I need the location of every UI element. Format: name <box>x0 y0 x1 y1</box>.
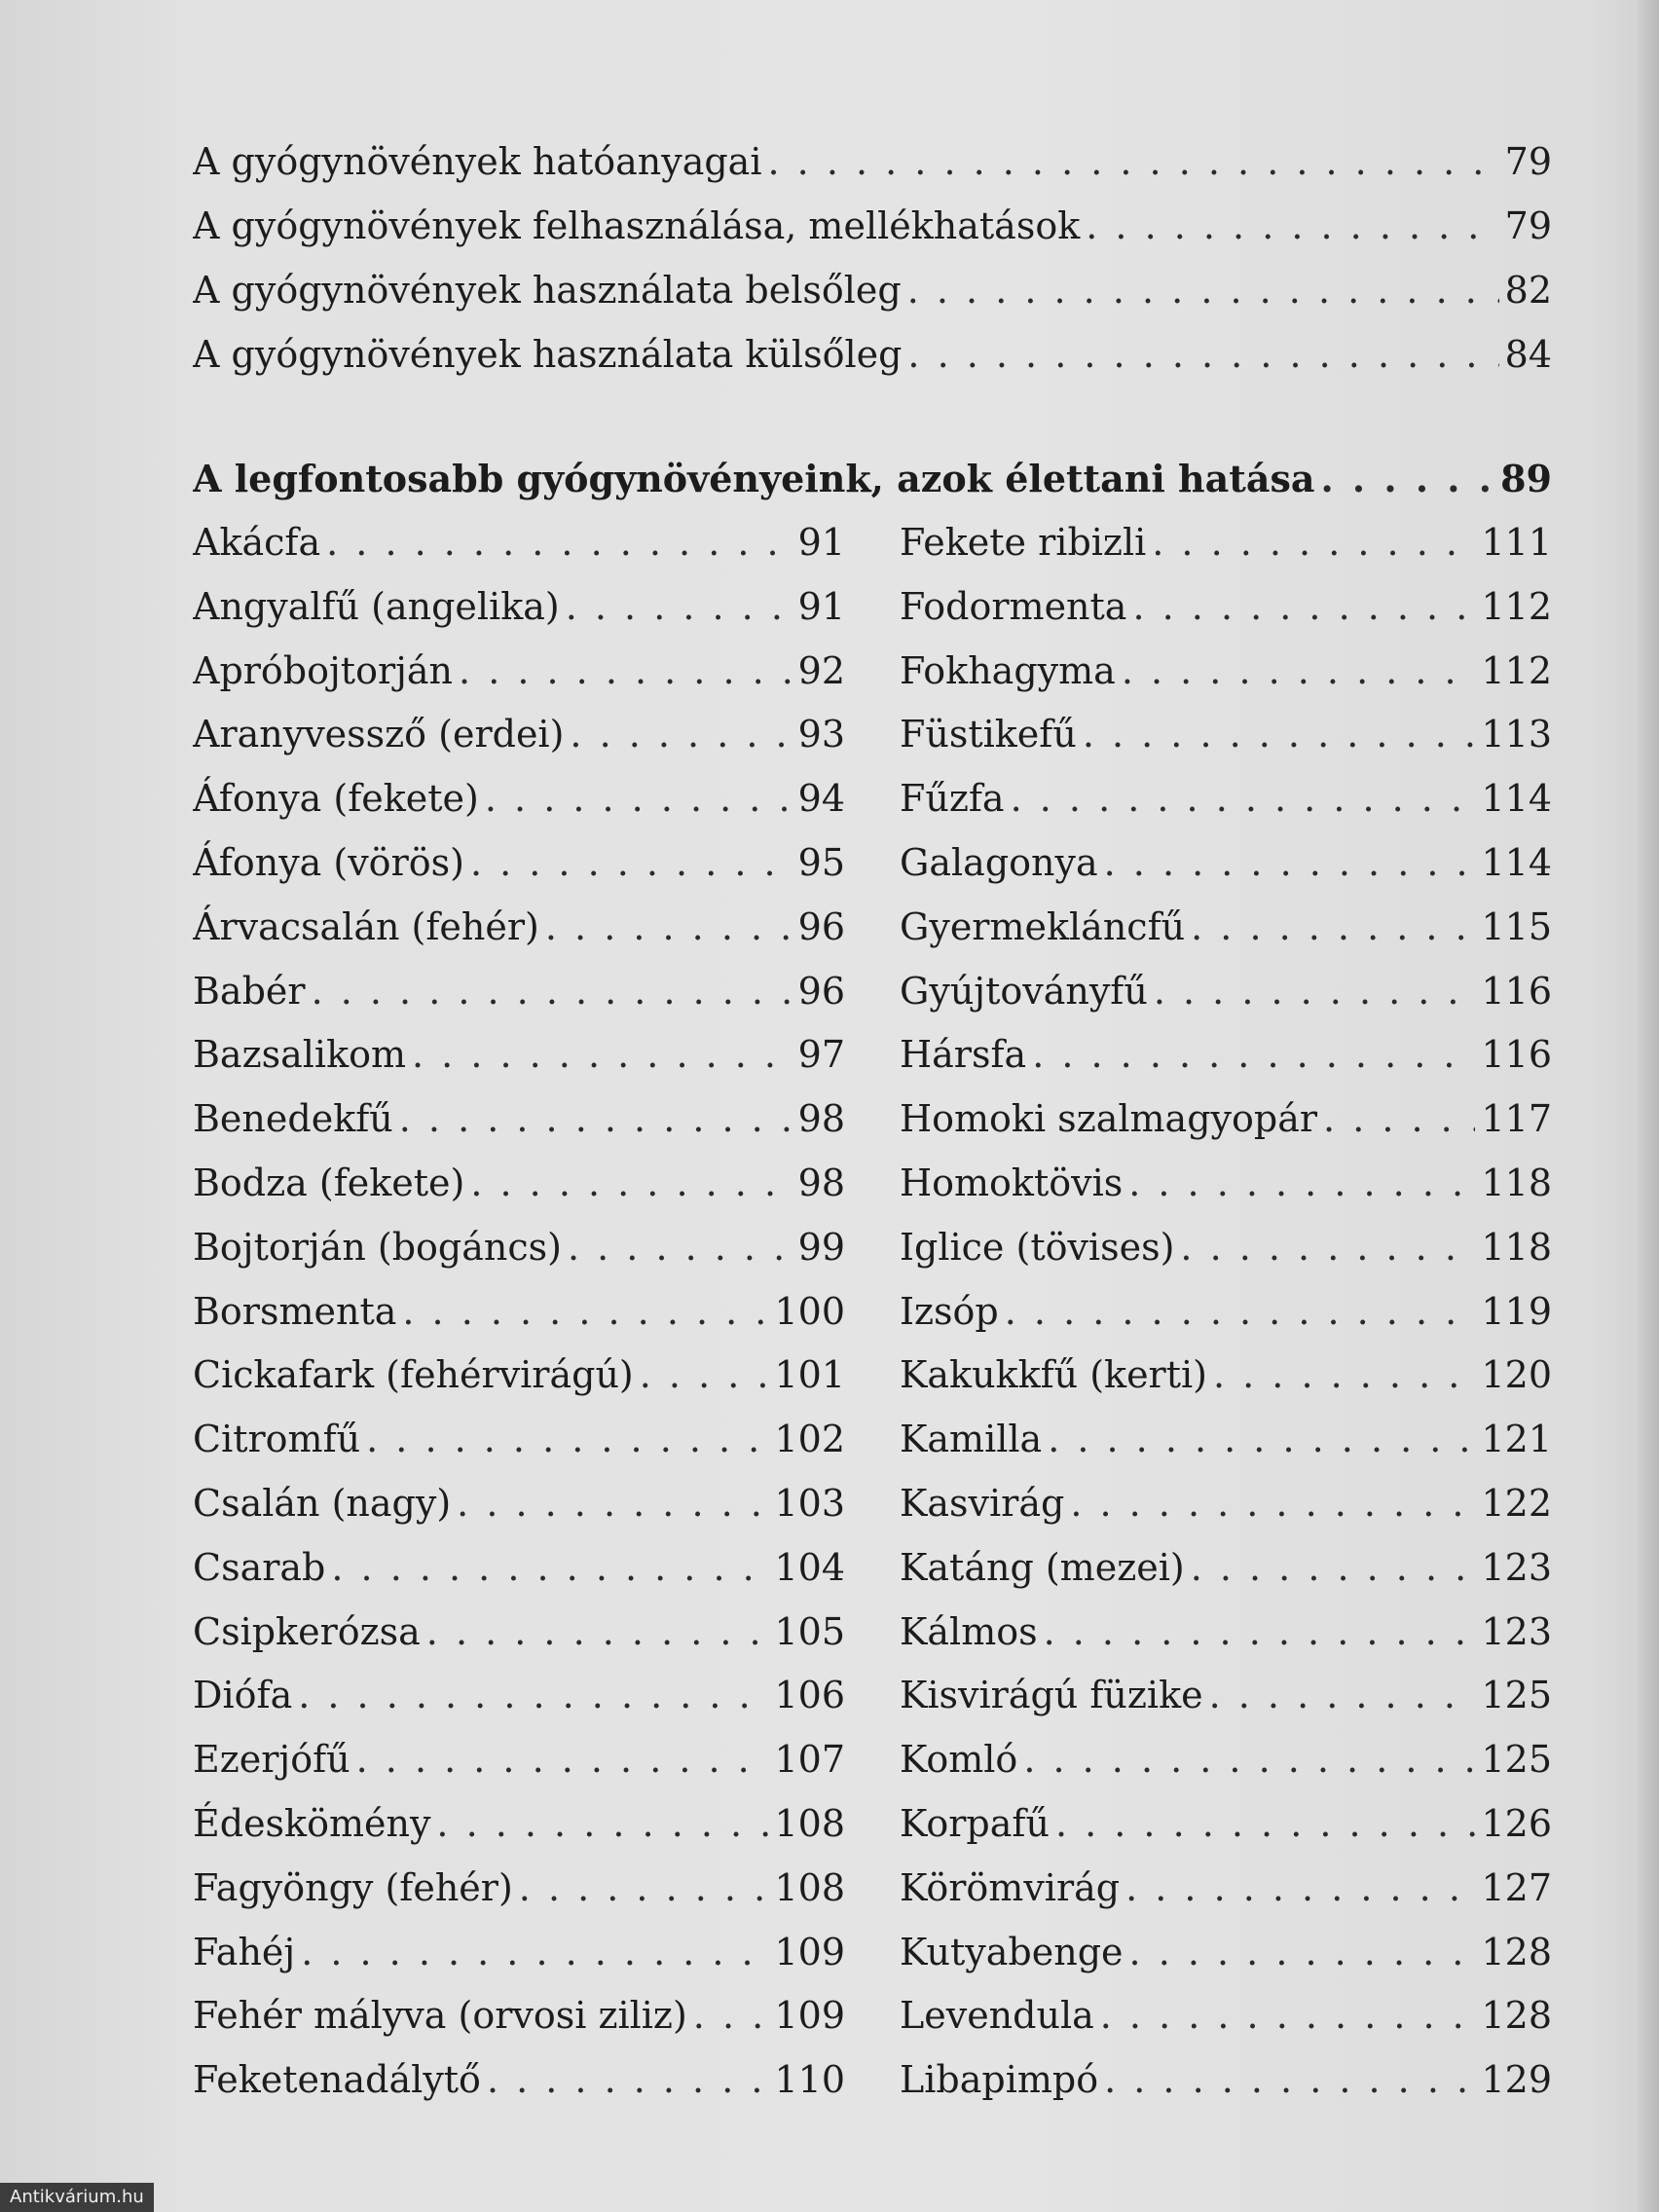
entry-page-number: 92 <box>797 649 845 692</box>
entry-page-number: 98 <box>797 1161 845 1204</box>
entry-title: Levendula <box>900 1994 1094 2037</box>
leader-dots <box>1152 517 1475 568</box>
entry-title: Kamilla <box>900 1418 1043 1460</box>
entry-title: Fokhagyma <box>900 649 1116 692</box>
entry-page-number: 112 <box>1481 649 1552 692</box>
entry-title: Ezerjófű <box>193 1738 350 1781</box>
leader-dots <box>457 1478 768 1529</box>
entry-title: Fekete ribizli <box>900 521 1147 564</box>
toc-entry-left[interactable] <box>193 966 845 1016</box>
toc-entry-left[interactable] <box>193 837 845 888</box>
leader-dots <box>545 902 793 952</box>
toc-entry-left[interactable] <box>193 1670 845 1720</box>
leader-dots <box>1032 1029 1475 1080</box>
entry-title: A legfontosabb gyógynövényeink, azok élettani hatása <box>193 457 1315 500</box>
toc-entry-right[interactable] <box>900 1093 1552 1144</box>
entry-title: Kakukkfű (kerti) <box>900 1353 1207 1396</box>
entry-page-number: 113 <box>1481 713 1552 756</box>
entry-page-number: 106 <box>774 1674 845 1716</box>
entry-title: Bojtorján (bogáncs) <box>193 1226 562 1269</box>
leader-dots <box>1044 1606 1476 1657</box>
toc-entry-right[interactable] <box>900 1222 1552 1272</box>
entry-title: Csarab <box>193 1546 326 1589</box>
entry-title: Fehér mályva (orvosi ziliz) <box>193 1994 687 2037</box>
entry-title: Libapimpó <box>900 2058 1099 2101</box>
entry-page-number: 115 <box>1481 905 1552 948</box>
toc-entry-left[interactable] <box>193 1222 845 1272</box>
leader-dots <box>1213 1349 1476 1400</box>
entry-title: Áfonya (vörös) <box>193 841 464 884</box>
toc-entry-right[interactable] <box>900 517 1552 568</box>
toc-entry-left[interactable] <box>193 2054 845 2105</box>
toc-entry-left[interactable] <box>193 517 845 568</box>
toc-entry-right[interactable] <box>900 581 1552 632</box>
toc-entry-left[interactable] <box>193 1862 845 1913</box>
entry-title: Diófa <box>193 1674 293 1716</box>
entry-page-number: 117 <box>1481 1097 1552 1140</box>
leader-dots <box>312 966 793 1016</box>
entry-page-number: 89 <box>1500 457 1552 500</box>
entry-page-number: 100 <box>774 1290 845 1333</box>
leader-dots <box>1011 773 1476 824</box>
entry-page-number: 96 <box>797 905 845 948</box>
entry-title: Homoki szalmagyopár <box>900 1097 1318 1140</box>
entry-title: A gyógynövények felhasználása, mellékhatások <box>193 204 1081 247</box>
leader-dots <box>1083 709 1476 759</box>
entry-title: Cickafark (fehérvirágú) <box>193 1353 634 1396</box>
entry-page-number: 128 <box>1481 1931 1552 1973</box>
toc-entry-left[interactable] <box>193 1927 845 1977</box>
entry-page-number: 108 <box>774 1802 845 1845</box>
entry-page-number: 118 <box>1481 1161 1552 1204</box>
entry-page-number: 114 <box>1481 777 1552 820</box>
toc-entry-right[interactable] <box>900 1606 1552 1657</box>
toc-entry-right[interactable] <box>900 1542 1552 1593</box>
leader-dots <box>1070 1478 1475 1529</box>
leader-dots <box>1209 1670 1476 1720</box>
entry-page-number: 103 <box>774 1482 845 1525</box>
entry-page-number: 118 <box>1481 1226 1552 1269</box>
toc-entry-right[interactable] <box>900 966 1552 1016</box>
entry-page-number: 105 <box>774 1610 845 1653</box>
toc-entry-right[interactable] <box>900 902 1552 952</box>
entry-page-number: 121 <box>1481 1418 1552 1460</box>
entry-title: Katáng (mezei) <box>900 1546 1185 1589</box>
entry-page-number: 122 <box>1481 1482 1552 1525</box>
leader-dots <box>1104 837 1476 888</box>
entry-page-number: 79 <box>1504 140 1552 183</box>
entry-page-number: 109 <box>774 1994 845 2037</box>
toc-entry-right[interactable] <box>900 1862 1552 1913</box>
entry-title: Feketenadálytő <box>193 2058 481 2101</box>
entry-title: A gyógynövények használata külsőleg <box>193 333 903 376</box>
entry-page-number: 129 <box>1481 2058 1552 2101</box>
entry-title: Bodza (fekete) <box>193 1161 465 1204</box>
leader-dots <box>768 136 1499 187</box>
entry-page-number: 82 <box>1504 269 1552 312</box>
entry-page-number: 125 <box>1481 1738 1552 1781</box>
toc-entry-right[interactable] <box>900 1478 1552 1529</box>
entry-title: Fahéj <box>193 1931 296 1973</box>
toc-entry[interactable] <box>193 265 1552 315</box>
entry-title: Apróbojtorján <box>193 649 454 692</box>
leader-dots <box>402 1286 768 1337</box>
toc-entry-left[interactable] <box>193 645 845 696</box>
leader-dots <box>426 1606 769 1657</box>
entry-page-number: 96 <box>797 970 845 1013</box>
leader-dots <box>1100 1990 1476 2041</box>
toc-entry-right[interactable] <box>900 1286 1552 1337</box>
toc-entry-left[interactable] <box>193 1734 845 1785</box>
leader-dots <box>459 645 793 696</box>
entry-page-number: 114 <box>1481 841 1552 884</box>
entry-title: Babér <box>193 970 306 1013</box>
entry-page-number: 123 <box>1481 1546 1552 1589</box>
toc-entry-left[interactable] <box>193 902 845 952</box>
leader-dots <box>399 1093 793 1144</box>
entry-title: Gyújtoványfű <box>900 970 1148 1013</box>
leader-dots <box>1132 581 1475 632</box>
toc-entry-left[interactable] <box>193 1093 845 1144</box>
entry-page-number: 93 <box>797 713 845 756</box>
toc-entry[interactable] <box>193 136 1552 187</box>
entry-title: Kutyabenge <box>900 1931 1124 1973</box>
entry-title: Körömvirág <box>900 1866 1121 1909</box>
entry-title: Csalán (nagy) <box>193 1482 452 1525</box>
entry-page-number: 104 <box>774 1546 845 1589</box>
entry-title: Citromfű <box>193 1418 361 1460</box>
entry-page-number: 123 <box>1481 1610 1552 1653</box>
leader-dots <box>470 1158 792 1208</box>
leader-dots <box>1104 2054 1475 2105</box>
toc-entry-right[interactable] <box>900 1029 1552 1080</box>
entry-page-number: 98 <box>797 1097 845 1140</box>
toc-entry-right[interactable] <box>900 1670 1552 1720</box>
leader-dots <box>1191 902 1475 952</box>
entry-title: Homoktövis <box>900 1161 1124 1204</box>
leader-dots <box>326 517 793 568</box>
entry-page-number: 112 <box>1481 585 1552 628</box>
toc-entry-left[interactable] <box>193 1990 845 2041</box>
entry-page-number: 108 <box>774 1866 845 1909</box>
leader-dots <box>1191 1542 1476 1593</box>
toc-entry-left[interactable] <box>193 709 845 759</box>
entry-page-number: 127 <box>1481 1866 1552 1909</box>
entry-page-number: 94 <box>797 777 845 820</box>
toc-entry-right[interactable] <box>900 1414 1552 1464</box>
leader-dots <box>566 581 793 632</box>
leader-dots <box>301 1927 768 1977</box>
entry-title: Kisvirágú füzike <box>900 1674 1203 1716</box>
entry-title: Árvacsalán (fehér) <box>193 905 539 948</box>
leader-dots <box>1048 1414 1475 1464</box>
entry-page-number: 84 <box>1504 333 1552 376</box>
leader-dots <box>570 709 792 759</box>
leader-dots <box>693 1990 769 2041</box>
entry-title: Korpafű <box>900 1802 1050 1845</box>
toc-entry-left[interactable] <box>193 1414 845 1464</box>
leader-dots <box>1154 966 1476 1016</box>
entry-page-number: 102 <box>774 1418 845 1460</box>
entry-title: Fagyöngy (fehér) <box>193 1866 513 1909</box>
leader-dots <box>907 265 1499 315</box>
toc-entry[interactable] <box>193 329 1552 380</box>
leader-dots <box>1055 1798 1476 1849</box>
entry-page-number: 120 <box>1481 1353 1552 1396</box>
entry-page-number: 119 <box>1481 1290 1552 1333</box>
entry-title: A gyógynövények használata belsőleg <box>193 269 902 312</box>
entry-page-number: 99 <box>797 1226 845 1269</box>
entry-title: Fodormenta <box>900 585 1127 628</box>
entry-page-number: 128 <box>1481 1994 1552 2037</box>
toc-entry-right[interactable] <box>900 1349 1552 1400</box>
toc-entry-right[interactable] <box>900 709 1552 759</box>
toc-entry-left[interactable] <box>193 1158 845 1208</box>
entry-title: Angyalfű (angelika) <box>193 585 560 628</box>
toc-entry-right[interactable] <box>900 773 1552 824</box>
leader-dots <box>366 1414 768 1464</box>
leader-dots <box>1023 1734 1475 1785</box>
entry-page-number: 116 <box>1481 1033 1552 1076</box>
leader-dots <box>519 1862 769 1913</box>
entry-title: Izsóp <box>900 1290 999 1333</box>
leader-dots <box>1320 454 1494 504</box>
leader-dots <box>1125 1862 1475 1913</box>
entry-title: A gyógynövények hatóanyagai <box>193 140 762 183</box>
entry-page-number: 110 <box>774 2058 845 2101</box>
toc-entry-left[interactable] <box>193 1542 845 1593</box>
leader-dots <box>485 773 793 824</box>
toc-entry-left[interactable] <box>193 1606 845 1657</box>
entry-title: Fűzfa <box>900 777 1005 820</box>
leader-dots <box>1128 1158 1475 1208</box>
leader-dots <box>356 1734 769 1785</box>
toc-entry-right[interactable] <box>900 2054 1552 2105</box>
entry-title: Kasvirág <box>900 1482 1065 1525</box>
entry-page-number: 95 <box>797 841 845 884</box>
entry-page-number: 125 <box>1481 1674 1552 1716</box>
toc-entry-right[interactable] <box>900 1158 1552 1208</box>
toc-entry-right[interactable] <box>900 837 1552 888</box>
toc-entry-right[interactable] <box>900 1798 1552 1849</box>
leader-dots <box>331 1542 768 1593</box>
entry-title: Kálmos <box>900 1610 1038 1653</box>
leader-dots <box>1122 645 1476 696</box>
entry-title: Csipkerózsa <box>193 1610 421 1653</box>
entry-title: Benedekfű <box>193 1097 393 1140</box>
entry-page-number: 126 <box>1481 1802 1552 1845</box>
entry-page-number: 97 <box>797 1033 845 1076</box>
entry-page-number: 79 <box>1504 204 1552 247</box>
entry-title: Galagonya <box>900 841 1098 884</box>
leader-dots <box>298 1670 768 1720</box>
leader-dots <box>1129 1927 1476 1977</box>
leader-dots <box>1180 1222 1475 1272</box>
toc-entry-left[interactable] <box>193 1478 845 1529</box>
entry-page-number: 91 <box>797 521 845 564</box>
entry-title: Komló <box>900 1738 1018 1781</box>
entry-page-number: 91 <box>797 585 845 628</box>
leader-dots <box>1086 201 1498 251</box>
leader-dots <box>568 1222 793 1272</box>
toc-entry-right[interactable] <box>900 1990 1552 2041</box>
toc-entry-left[interactable] <box>193 581 845 632</box>
entry-page-number: 107 <box>774 1738 845 1781</box>
entry-title: Gyermekláncfű <box>900 905 1186 948</box>
leader-dots <box>487 2054 769 2105</box>
leader-dots <box>470 837 793 888</box>
toc-entry-right[interactable] <box>900 1734 1552 1785</box>
entry-title: Akácfa <box>193 521 321 564</box>
leader-dots <box>1323 1093 1475 1144</box>
toc-entry-right[interactable] <box>900 1927 1552 1977</box>
entry-title: Bazsalikom <box>193 1033 407 1076</box>
entry-title: Iglice (tövises) <box>900 1226 1175 1269</box>
toc-entry-left[interactable] <box>193 1798 845 1849</box>
toc-entry-right[interactable] <box>900 645 1552 696</box>
entry-title: Füstikefű <box>900 713 1077 756</box>
watermark: Antikvárium.hu <box>0 2183 154 2212</box>
entry-page-number: 101 <box>774 1353 845 1396</box>
leader-dots <box>436 1798 768 1849</box>
entry-title: Édeskömény <box>193 1802 431 1845</box>
toc-entry[interactable] <box>193 201 1552 251</box>
entry-title: Borsmenta <box>193 1290 397 1333</box>
section-heading[interactable] <box>193 454 1552 504</box>
entry-page-number: 111 <box>1481 521 1552 564</box>
leader-dots <box>640 1349 769 1400</box>
toc-entry-left[interactable] <box>193 1286 845 1337</box>
entry-page-number: 109 <box>774 1931 845 1973</box>
toc-entry-left[interactable] <box>193 1029 845 1080</box>
entry-title: Hársfa <box>900 1033 1027 1076</box>
toc-entry-left[interactable] <box>193 1349 845 1400</box>
leader-dots <box>1005 1286 1476 1337</box>
entry-title: Aranyvessző (erdei) <box>193 713 565 756</box>
toc-entry-left[interactable] <box>193 773 845 824</box>
entry-title: Áfonya (fekete) <box>193 777 479 820</box>
leader-dots <box>412 1029 793 1080</box>
entry-page-number: 116 <box>1481 970 1552 1013</box>
leader-dots <box>907 329 1498 380</box>
